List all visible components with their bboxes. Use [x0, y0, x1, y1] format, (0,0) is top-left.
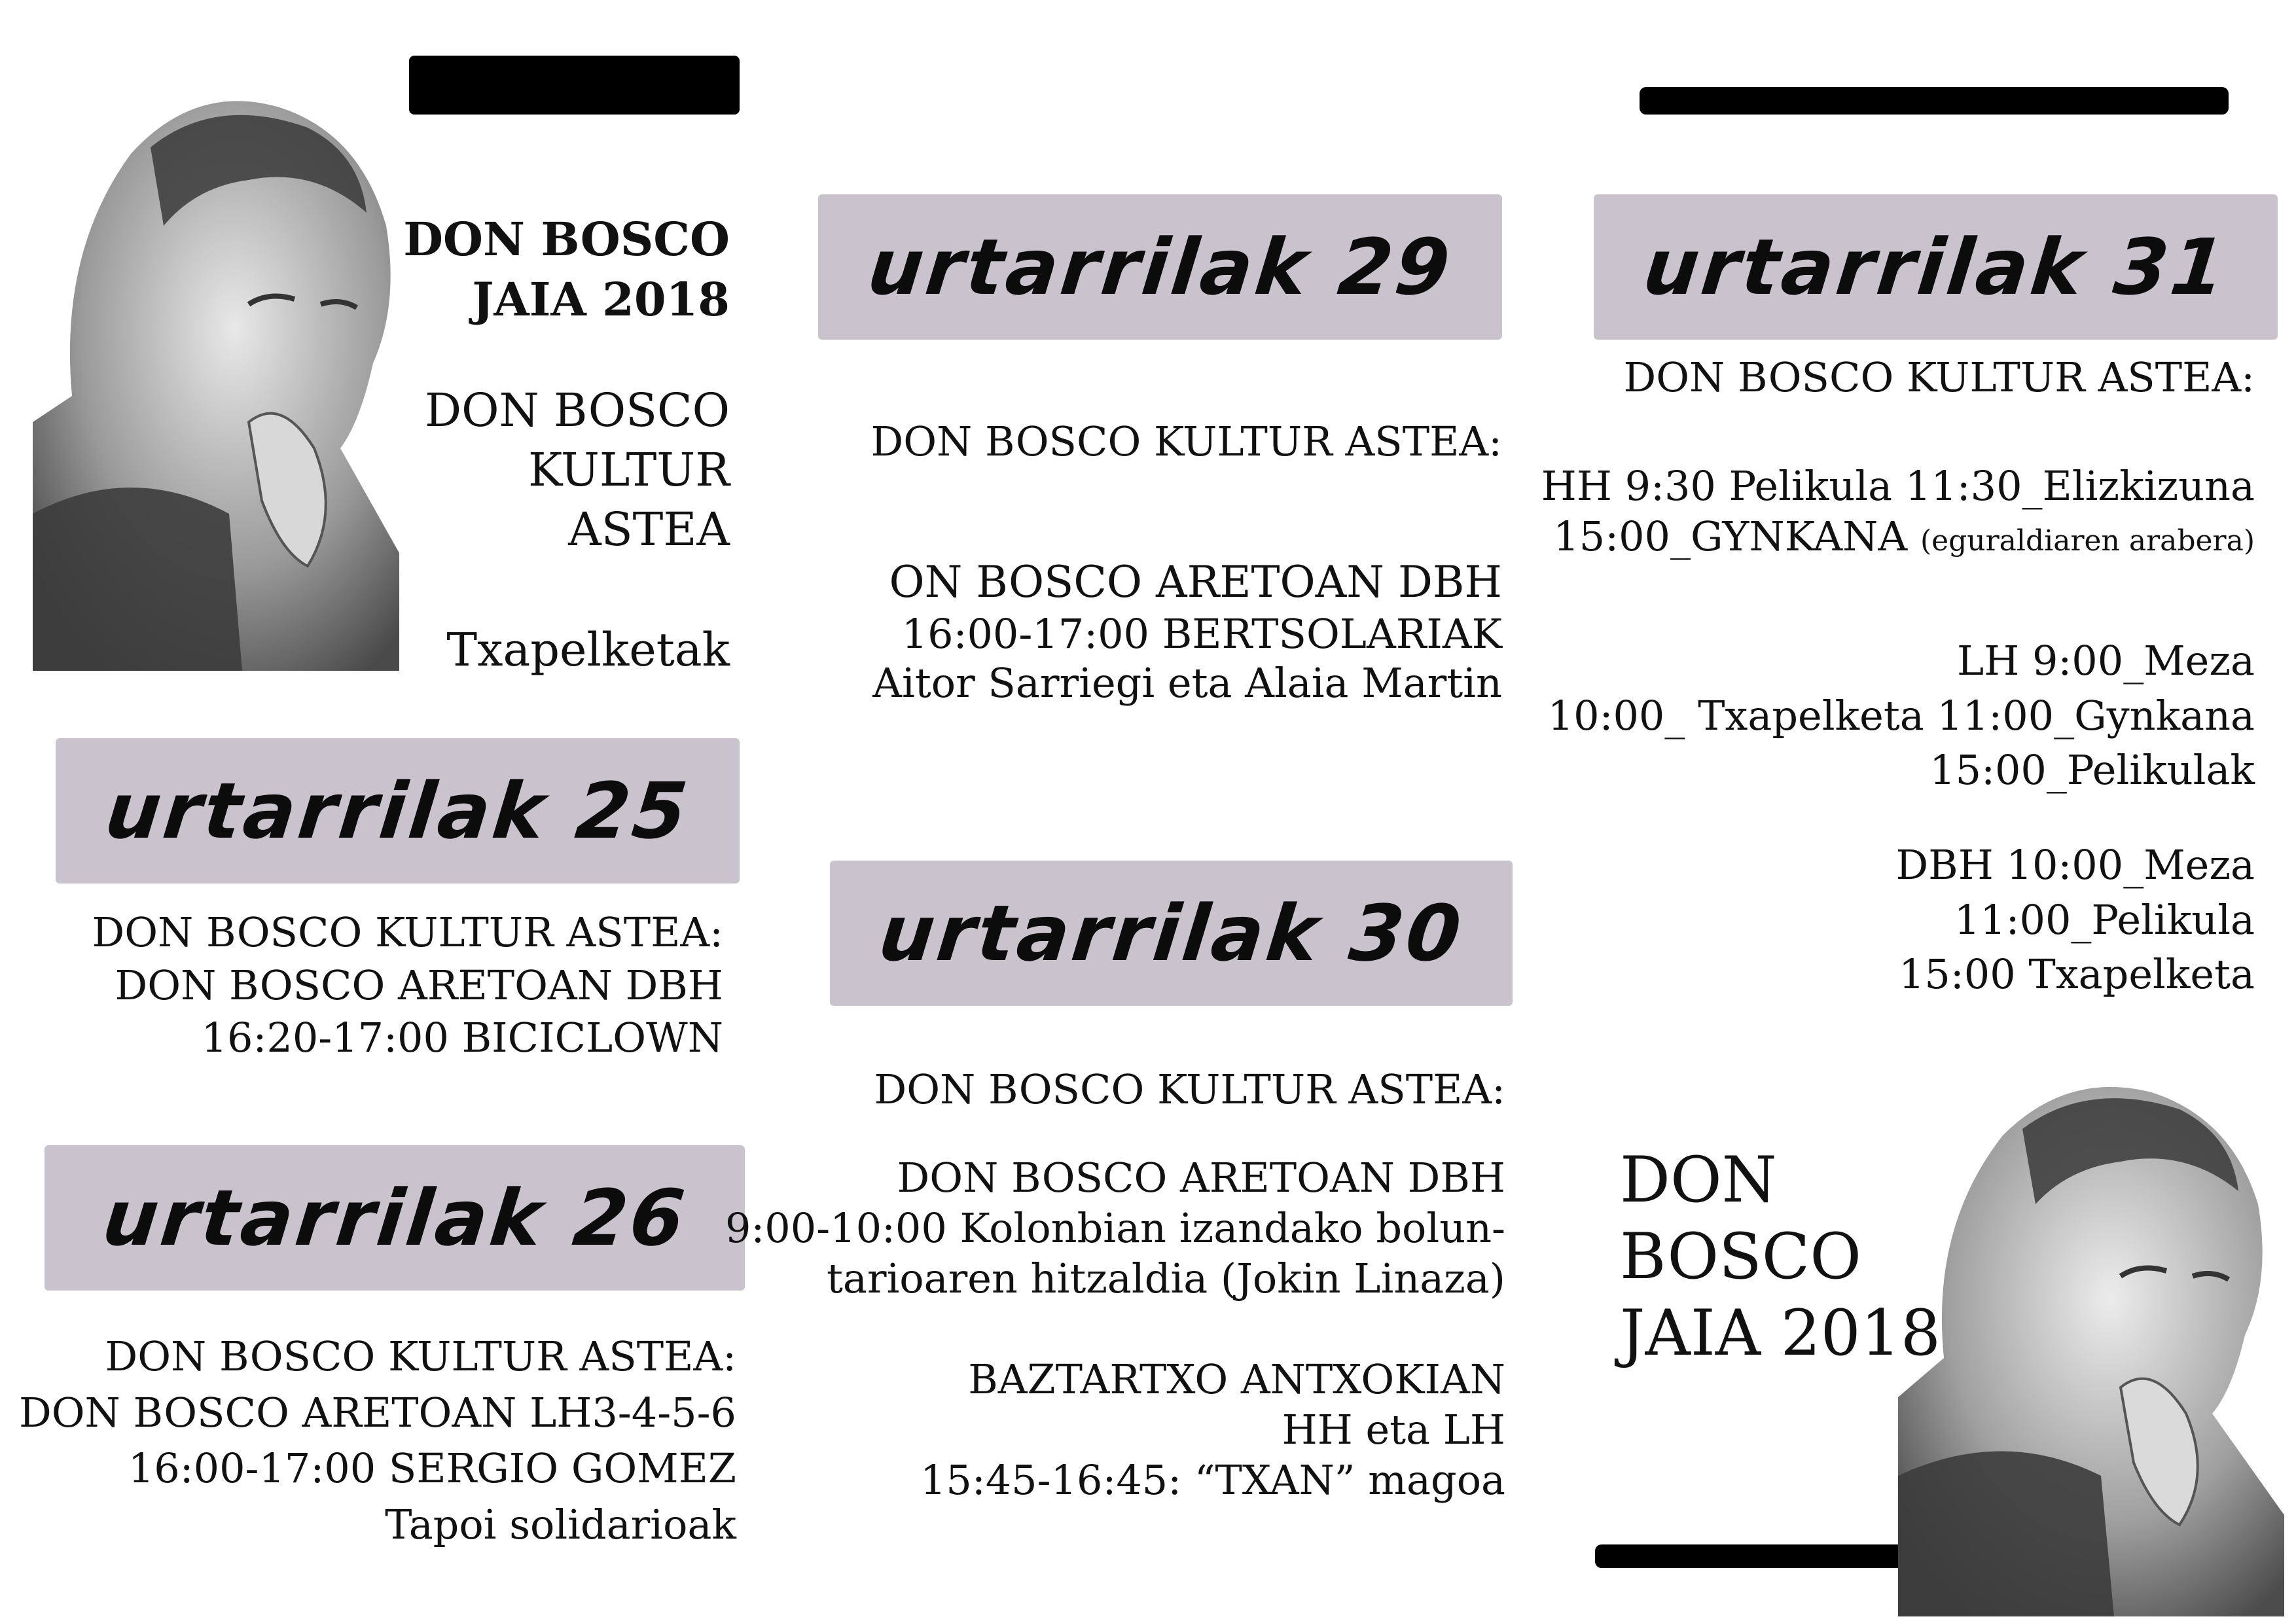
festival-title-bottom: DON BOSCO JAIA 2018 — [1620, 1143, 1941, 1370]
banner-label: urtarrilak 29 — [863, 222, 1457, 312]
banner-day-25 — [56, 738, 740, 883]
banner-day-31 — [1594, 194, 2278, 340]
hh-line-2: 15:00_GYNKANA (eguraldiaren arabera) — [1553, 512, 2255, 560]
day-31-heading: DON BOSCO KULTUR ASTEA: — [1623, 353, 2255, 401]
day-31-hh-schedule: HH 9:30 Pelikula 11:30_Elizkizuna 15:00_GYNKANA (eguraldiaren arabera) — [1541, 461, 2255, 562]
subtitle-line: KULTUR — [528, 443, 730, 497]
day-31-lh-schedule: LH 9:00_Meza 10:00_ Txapelketa 11:00_Gynkana 15:00_Pelikulak — [1547, 637, 2255, 794]
banner-day-26 — [45, 1145, 745, 1291]
banner-label: urtarrilak 31 — [1639, 222, 2233, 312]
day-26-details: DON BOSCO KULTUR ASTEA: DON BOSCO ARETOAN LH3-4-5-6 16:00-17:00 SERGIO GOMEZ Tapoi solidarioak — [19, 1332, 736, 1548]
day-25-details: DON BOSCO KULTUR ASTEA: DON BOSCO ARETOAN DBH 16:20-17:00 BICICLOWN — [92, 908, 723, 1062]
festival-title-top — [403, 209, 730, 330]
subtitle-line: DON BOSCO — [424, 383, 730, 437]
subtitle-line: ASTEA — [568, 503, 730, 556]
banner-day-30 — [830, 861, 1513, 1006]
black-bar-top-right — [1640, 87, 2229, 115]
day-30-block-2: BAZTARTXO ANTXOKIAN HH eta LH 15:45-16:45: “TXAN” magoa — [920, 1355, 1505, 1504]
day-31-dbh-schedule: DBH 10:00_Meza 11:00_Pelikula 15:00 Txapelketa — [1895, 841, 2255, 999]
banner-label: urtarrilak 25 — [101, 766, 694, 856]
portrait-illustration-bottom — [1898, 1044, 2291, 1616]
black-bar-top-left — [409, 56, 740, 115]
title-line: DON BOSCO — [403, 212, 730, 266]
day-30-heading: DON BOSCO KULTUR ASTEA: — [874, 1065, 1505, 1113]
day-29-heading: DON BOSCO KULTUR ASTEA: — [870, 418, 1502, 465]
title-line: JAIA 2018 — [472, 272, 730, 327]
banner-label: urtarrilak 26 — [98, 1173, 691, 1263]
banner-label: urtarrilak 30 — [874, 888, 1468, 978]
portrait-illustration-top — [33, 56, 412, 671]
day-29-details: ON BOSCO ARETOAN DBH 16:00-17:00 BERTSOLARIAK Aitor Sarriegi eta Alaia Martin — [872, 557, 1502, 707]
txapelketak-label: Txapelketak — [446, 623, 730, 677]
day-30-block-1: DON BOSCO ARETOAN DBH 9:00-10:00 Kolonbian izandako bolun- tarioaren hitzaldia (Jokin Linaza) — [725, 1154, 1505, 1302]
banner-day-29 — [818, 194, 1502, 340]
black-bar-bottom-right — [1595, 1544, 1906, 1568]
festival-subtitle — [425, 381, 730, 560]
